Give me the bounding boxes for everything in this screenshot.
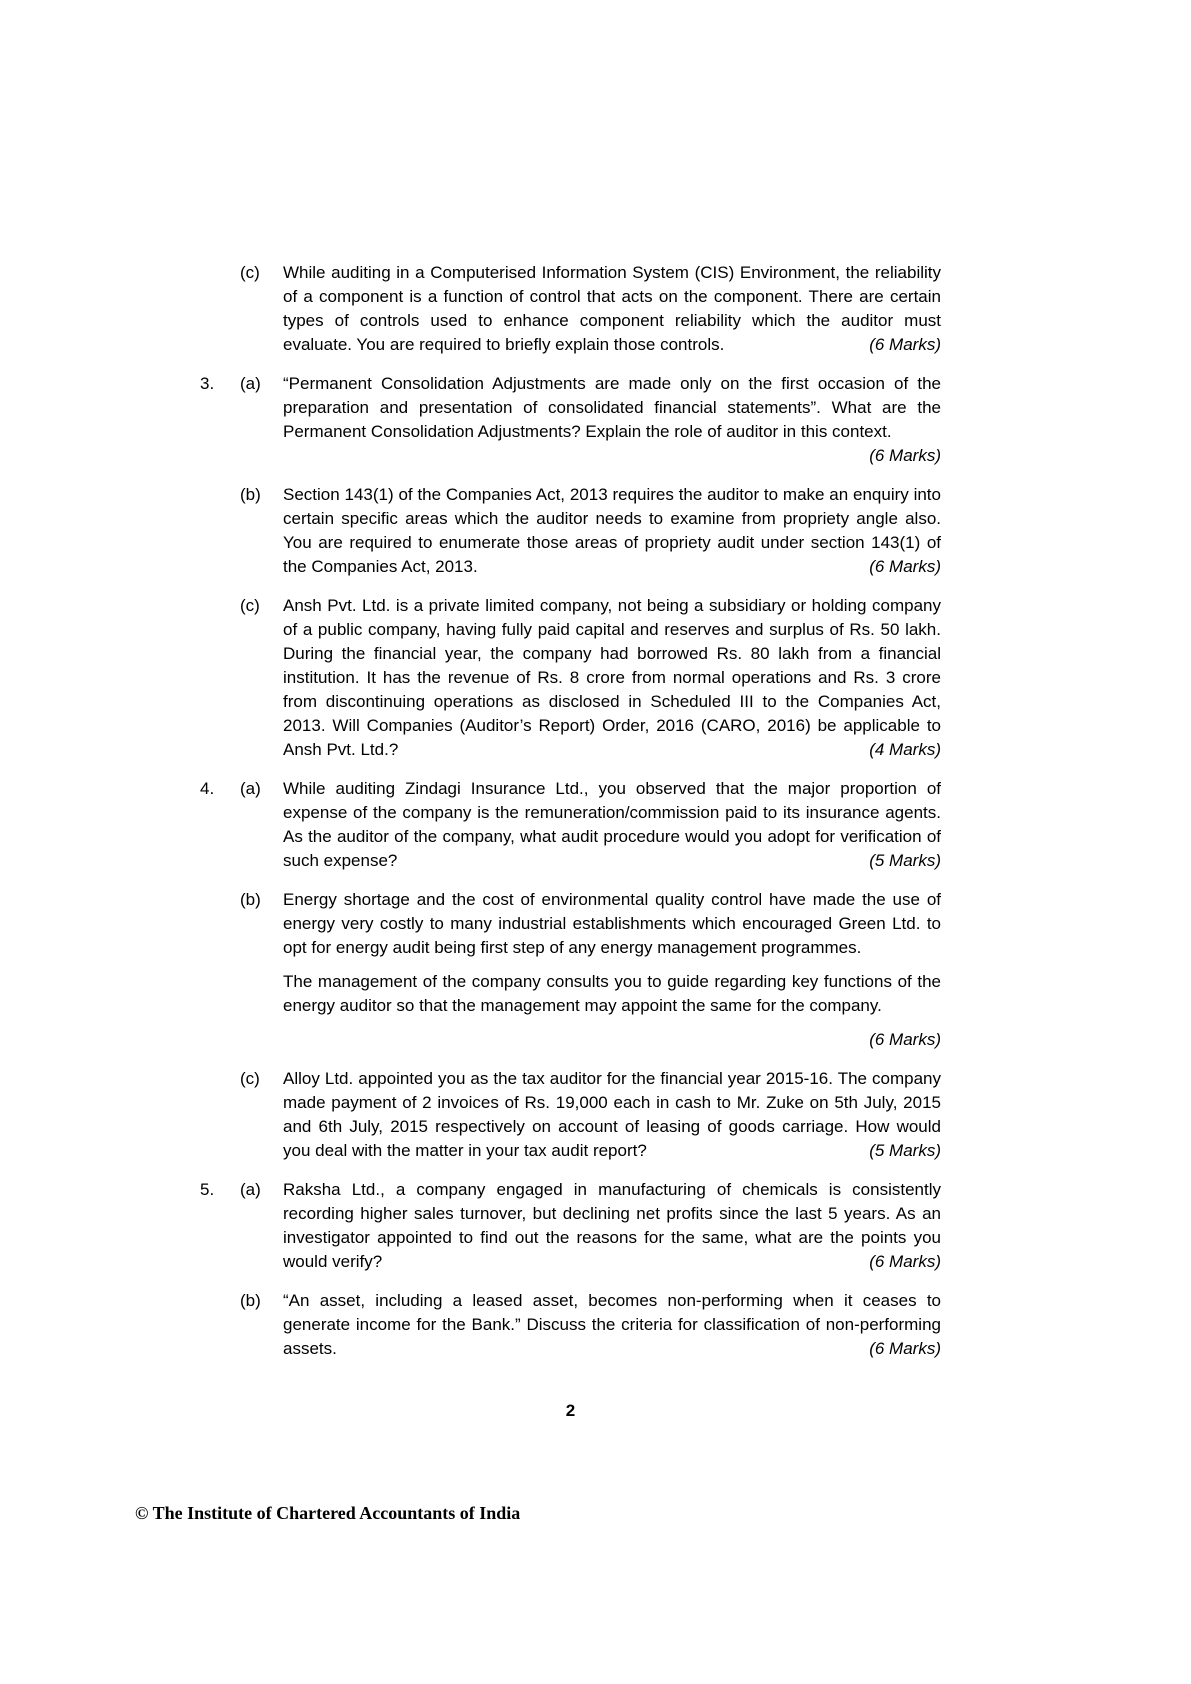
question-body <box>283 1178 941 1274</box>
question-item <box>200 1178 941 1274</box>
question-paragraph: Section 143(1) of the Companies Act, 2013 requires the auditor to make an enquiry into certain specific areas which the auditor needs to examine from propriety angle also. You are required to enumerate those areas of propriety audit under section 143(1) of the Companies Act, 2013. (6 Marks) <box>283 483 941 579</box>
question-paragraph: “An asset, including a leased asset, becomes non-performing when it ceases to generate income for the Bank.” Discuss the criteria for classification of non-performing assets. (6 Marks) <box>283 1289 941 1361</box>
question-paragraph: The management of the company consults you to guide regarding key functions of the energy auditor so that the management may appoint the same for the company. <box>283 972 941 1015</box>
question-list <box>200 261 941 1361</box>
question-letter: (b) <box>240 890 261 909</box>
question-item <box>200 888 941 1052</box>
question-paragraph: Alloy Ltd. appointed you as the tax auditor for the financial year 2015-16. The company made payment of 2 invoices of Rs. 19,000 each in cash to Mr. Zuke on 5th July, 2015 and 6th July, 2015 respectively on account of leasing of goods carriage. How would you deal with the matter in your tax audit report? (5 Marks) <box>283 1067 941 1163</box>
marks-label: (6 Marks) <box>869 446 941 465</box>
question-item <box>200 483 941 579</box>
question-body <box>283 483 941 579</box>
footer-copyright: © The Institute of Chartered Accountants of India <box>135 1503 521 1523</box>
content-area <box>200 261 941 1423</box>
question-letter: (c) <box>240 1069 260 1088</box>
question-body <box>283 1067 941 1163</box>
marks-label: (5 Marks) <box>869 1141 941 1160</box>
question-number: 5. <box>200 1180 215 1199</box>
question-number: 4. <box>200 779 215 798</box>
question-body <box>283 777 941 873</box>
question-paragraph: Ansh Pvt. Ltd. is a private limited company, not being a subsidiary or holding company of a public company, having fully paid capital and reserves and surplus of Rs. 50 lakh. During the financial year, the company had borrowed Rs. 80 lakh from a financial institution. It has the revenue of Rs. 8 crore from normal operations and Rs. 3 crore from discontinuing operations as disclosed in Scheduled III to the Companies Act, 2013. Will Companies (Auditor’s Report) Order, 2016 (CARO, 2016) be applicable to Ansh Pvt. Ltd.? (4 Marks) <box>283 594 941 762</box>
question-number <box>200 888 240 1052</box>
question-number <box>200 1289 240 1361</box>
question-paragraph: Energy shortage and the cost of environmental quality control have made the use of energy very costly to many industrial establishments which encouraged Green Ltd. to opt for energy audit being first step of any energy management programmes. <box>283 890 941 957</box>
question-number <box>200 261 240 357</box>
question-number: 3. <box>200 374 215 393</box>
question-number <box>200 1067 240 1163</box>
question-letter: (a) <box>240 374 261 393</box>
question-paragraph: While auditing in a Computerised Information System (CIS) Environment, the reliability of a component is a function of control that acts on the component. There are certain types of controls used to enhance component reliability which the auditor must evaluate. You are required to briefly explain those controls. (6 Marks) <box>283 261 941 357</box>
question-item <box>200 372 941 468</box>
question-item <box>200 261 941 357</box>
question-letter: (b) <box>240 485 261 504</box>
question-item <box>200 777 941 873</box>
marks-label: (6 Marks) <box>869 335 941 354</box>
question-number <box>200 594 240 762</box>
question-letter: (c) <box>240 263 260 282</box>
question-paragraph: While auditing Zindagi Insurance Ltd., you observed that the major proportion of expense of the company is the remuneration/commission paid to its insurance agents. As the auditor of the company, what audit procedure would you adopt for verification of such expense? (5 Marks) <box>283 777 941 873</box>
question-paragraph: Raksha Ltd., a company engaged in manufacturing of chemicals is consistently recording higher sales turnover, but declining net profits since the last 5 years. As an investigator appointed to find out the reasons for the same, what are the points you would verify? (6 Marks) <box>283 1178 941 1274</box>
page-number: 2 <box>565 1401 576 1420</box>
question-letter: (a) <box>240 779 261 798</box>
question-body <box>283 1289 941 1361</box>
question-item <box>200 1289 941 1361</box>
marks-label: (6 Marks) <box>869 557 941 576</box>
question-item <box>200 594 941 762</box>
question-body <box>283 261 941 357</box>
question-body <box>283 594 941 762</box>
marks-line: (6 Marks) <box>869 1030 941 1049</box>
question-body <box>283 888 941 1052</box>
question-item <box>200 1067 941 1163</box>
marks-label: (6 Marks) <box>869 1339 941 1358</box>
question-letter: (b) <box>240 1291 261 1310</box>
question-number <box>200 483 240 579</box>
question-letter: (c) <box>240 596 260 615</box>
question-body <box>283 372 941 468</box>
marks-label: (6 Marks) <box>869 1252 941 1271</box>
marks-label: (4 Marks) <box>869 740 941 759</box>
question-paragraph: “Permanent Consolidation Adjustments are made only on the first occasion of the preparation and presentation of consolidated financial statements”. What are the Permanent Consolidation Adjustments? Explain the role of auditor in this context. (6 Marks) <box>283 372 941 444</box>
marks-label: (5 Marks) <box>869 851 941 870</box>
question-letter: (a) <box>240 1180 261 1199</box>
